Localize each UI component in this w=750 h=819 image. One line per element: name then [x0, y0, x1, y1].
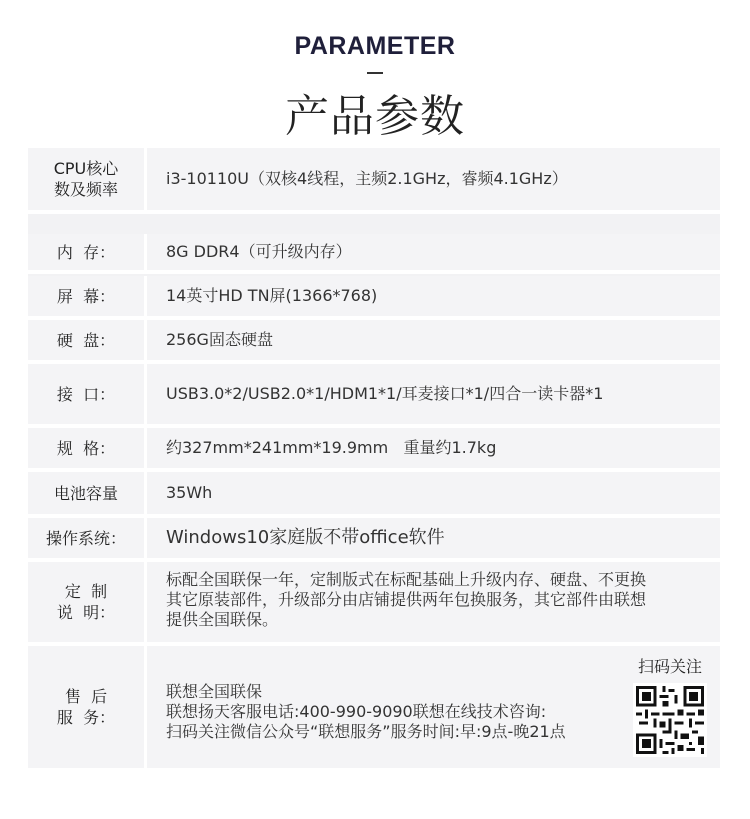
row-value-line1: 标配全国联保一年，定制版式在标配基础上升级内存、硬盘、不更换 — [166, 570, 647, 589]
qr-caption: 扫码关注 — [637, 657, 702, 676]
qr-code-icon[interactable] — [633, 683, 707, 757]
row-value: 约327mm*241mm*19.9mm 重量约1.7kg — [166, 438, 497, 457]
title-chinese: 产品参数 — [285, 91, 465, 142]
row-value: i3-10110U（双核4线程，主频2.1GHz，睿频4.1GHz） — [166, 169, 568, 188]
row-value: 35Wh — [166, 483, 213, 502]
row-value-line2: 联想扬天客服电话:400-990-9090联想在线技术咨询: — [166, 702, 547, 721]
row-value: 256G固态硬盘 — [166, 330, 273, 349]
row-label-line1: CPU核心 — [53, 159, 119, 178]
row-label — [28, 562, 144, 642]
row-value-line3: 提供全国联保。 — [166, 610, 279, 629]
spec-row-dimensions — [28, 428, 720, 472]
row-label: 规 格： — [56, 438, 116, 458]
row-label: 电池容量 — [53, 483, 118, 503]
row-value — [166, 562, 706, 642]
row-label-line1: 售 后 — [64, 687, 108, 706]
row-value — [166, 646, 706, 768]
row-value: Windows10家庭版不带office软件 — [166, 527, 445, 548]
row-label: 内 存： — [56, 242, 116, 262]
row-value-line2: 其它原装部件，升级部分由店铺提供两年包换服务，其它部件由联想 — [166, 590, 647, 609]
row-value: 8G DDR4（可升级内存） — [166, 242, 352, 261]
row-label — [28, 646, 144, 768]
row-label-line2: 服 务： — [56, 708, 116, 727]
qr-block — [628, 654, 712, 757]
title-divider — [367, 72, 383, 74]
spec-row-custom-note — [28, 562, 720, 646]
row-label-line1: 定 制 — [64, 582, 108, 601]
spec-row-memory — [28, 234, 720, 274]
spec-row-battery — [28, 472, 720, 518]
spec-row-ports — [28, 364, 720, 428]
spec-row-os — [28, 518, 720, 562]
row-value-line1: 联想全国联保 — [166, 682, 263, 701]
spec-table — [28, 148, 720, 768]
spec-row-cpu — [28, 148, 720, 214]
row-value-line3: 扫码关注微信公众号“联想服务”服务时间:早:9点-晚21点 — [166, 722, 566, 741]
spec-row-disk — [28, 320, 720, 364]
row-label-line2: 数及频率 — [53, 180, 118, 199]
row-label: 硬 盘： — [56, 330, 116, 350]
row-value: 14英寸HD TN屏(1366*768) — [166, 286, 378, 305]
row-label: 屏 幕： — [56, 286, 116, 306]
row-value: USB3.0*2/USB2.0*1/HDM1*1/耳麦接口*1/四合一读卡器*1 — [166, 384, 604, 403]
spec-row-after-sales — [28, 646, 720, 768]
title-english: PARAMETER — [294, 32, 456, 60]
row-label — [28, 148, 144, 210]
spec-row-screen — [28, 276, 720, 320]
row-label-line2: 说 明： — [56, 603, 116, 622]
row-label: 接 口： — [56, 384, 116, 404]
row-label: 操作系统： — [45, 528, 126, 548]
